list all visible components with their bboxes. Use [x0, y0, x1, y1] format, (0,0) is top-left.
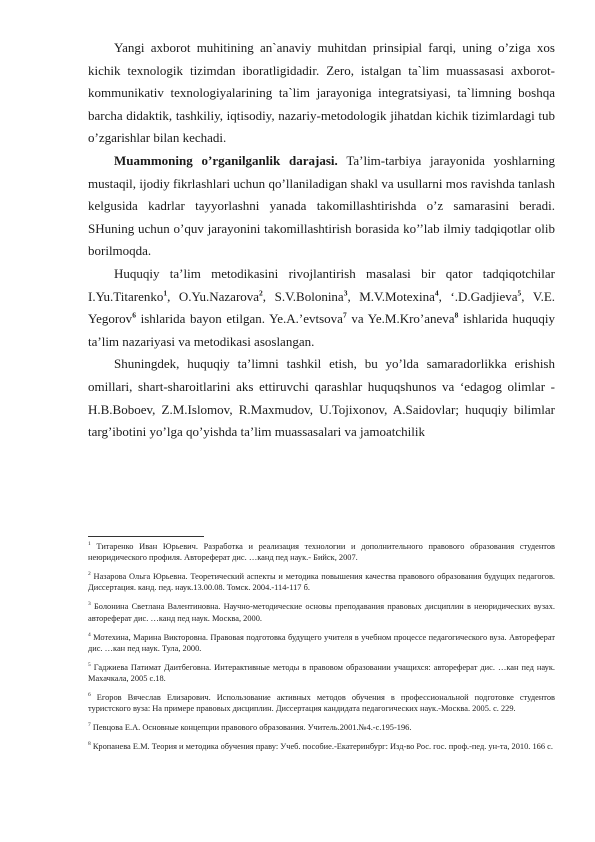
paragraph-researchers: Huquqiy ta’lim metodikasini rivojlantirish masalasi bir qator tadqiqotchilar I.Yu.Titarenko$^1$, O.Yu.Nazarova$^2$, S.V.Bolonina$^3$, M.V.Motexina$^4$, ‘.D.Gadjieva$^5$, V.E. Yegorov$^6$ ishlarida bayon etilgan. Ye.A.’evtsova$^7$ va Ye.M.Kro’aneva$^8$ ishlarida huquqiy ta’lim nazariyasi va metodikasi asoslangan. [88, 265, 556, 349]
footnote-text: Назарова Ольга Юрьевна. Теоретический аспекты и методика повышения качества правового образования будущих педагогов. Диссертация. канд. пед. наук.13.00.08. Томск. 2004.-114-117 б. [88, 572, 555, 593]
paragraph-intro: Yangi axborot muhitining an`anaviy muhitdan prinsipial farqi, uning o’ziga xos kichik texnologik tizimdan iboratligidadir. Zero, istalgan ta`lim muassasasi axborot-kommunikativ texnologiyalarining ta`lim jarayoniga integratsiyasi, ta`limning boshqa barcha didaktik, tashkiliy, iqtisodiy, nazariy-metodologik jihatdan kichik tizimlardagi tub o’zgarishlar bilan kechadi. [88, 40, 555, 146]
footnotes [88, 541, 555, 760]
author-name: S.V.Bolonina [274, 288, 344, 304]
footnote-text: Кропанева Е.М. Теория и методика обучения праву: Учеб. пособие.-Екатеринбург: Изд-во Рос. гос. проф.-пед. ун-та, 2010. 166 с. [90, 742, 553, 752]
author-name: M.V.Motexina [359, 288, 435, 304]
footnote-number: 5 [88, 661, 91, 668]
text-segment: va [346, 311, 368, 327]
author-name: I.Yu.Titarenko [88, 288, 164, 304]
footnote [88, 541, 555, 564]
footnote [88, 571, 555, 594]
text-segment: Huquqiy ta’lim metodikasini rivojlantirish masalasi bir qator tadqiqotchilar [114, 265, 555, 281]
footnote-number: 3 [88, 601, 91, 608]
footnote [88, 632, 555, 655]
footnote [88, 601, 555, 624]
author-name: Ye.A.’evtsova [269, 311, 343, 327]
footnote-ref[interactable]: 1 [163, 288, 168, 298]
text-segment: ishlarida bayon etilgan. [135, 311, 270, 327]
footnote-text: Певцова Е.А. Основные концепции правового образования. Учитель.2001.№4.-с.195-196. [90, 723, 412, 733]
footnote [88, 722, 555, 733]
footnote-text: Гаджиева Патимат Даитбеговна. Интерактивные методы в правовом образовании учащихся: автореферат дис. …кан пед наук. Махачкала, 2005 с.18. [88, 662, 555, 684]
footnote-ref[interactable]: 3 [343, 288, 348, 298]
author-name: O.Yu.Nazarova [178, 288, 260, 304]
footnote-number: 6 [88, 692, 91, 699]
footnote-number: 2 [88, 571, 91, 578]
footnote [88, 741, 555, 752]
footnote [88, 662, 555, 685]
main-text [88, 37, 555, 444]
footnote-number: 8 [88, 741, 91, 748]
section-heading: Muammoning o’rganilganlik darajasi. [114, 152, 338, 168]
footnote-ref[interactable]: 8 [454, 310, 459, 320]
paragraph-scholars: Shuningdek, huquqiy ta’limni tashkil etish, bu yo’lda samaradorlikka erishish omillari, shart-sharoitlarini aks ettiruvchi qarashlar huquqshunos va ‘edagog olimlar - H.B.Boboev, Z.M.Islomov, R.Maxmudov, U.Tojixonov, A.Saidovlar; huquqiy bilimlar targ’ibotini yo’lga qo’yishda ta’lim muassasalari va jamoatchilik [88, 356, 555, 440]
author-name: V.E. Yegorov [88, 288, 556, 327]
footnote-ref[interactable]: 6 [132, 310, 136, 320]
footnote-number: 1 [88, 541, 91, 548]
footnote-separator [88, 536, 204, 537]
paragraph-research-degree [88, 150, 555, 263]
footnote-ref[interactable]: 7 [342, 310, 347, 320]
footnote-text: Мотехина, Марина Викторовна. Правовая подготовка будущего учителя в учебном процессе педагогического вуза. Автореферат дис. …кан пед наук. Тула, 2000. [88, 632, 555, 653]
footnote-number: 4 [88, 631, 91, 638]
footnote-ref[interactable]: 5 [517, 288, 522, 298]
paragraph-text: Ta’lim-tarbiya jarayonida yoshlarning mustaqil, ijodiy fikrlashlari uchun qo’llaniladigan shakl va usullarni mos ravishda tanlash kelgusida kadrlar tayyorlashni yanada takomillashtirishda o’z samarasini beradi. SHuning uchun o’quv jarayonini takomillashtirish borasida ko’’lab ilmiy tadqiqotlar olib borilmoqda. [88, 152, 556, 259]
footnote [88, 692, 555, 715]
footnote-number: 7 [88, 722, 91, 729]
author-name: ‘.D.Gadjieva [450, 288, 518, 304]
footnote-ref[interactable]: 2 [259, 288, 263, 298]
text-segment: ishlarida huquqiy ta’lim nazariyasi va metodikasi asoslangan. [88, 311, 555, 349]
footnote-text: Титаренко Иван Юрьевич. Разработка и реализация технологии и дополнительного правового образования студентов неюридического профиля. Автореферат дис. …канд пед наук.- Бийск, 2007. [88, 542, 555, 563]
footnote-text: Егоров Вячеслав Елизарович. Использование активных методов обучения в профессиональной подготовке студентов туристского вуза: На примере правовых дисциплин. Диссертация кандидата педагогических наук.-Москва. 2005. с. 229. [88, 692, 555, 714]
footnote-text: Болонина Светлана Валентиновна. Научно-методические основы преподавания правовых дисциплин в неюридических вузах. автореферат дис. …канд пед наук. Москва, 2000. [88, 602, 555, 623]
footnote-ref[interactable]: 4 [434, 288, 439, 298]
author-name: Ye.M.Kro’aneva [367, 311, 455, 327]
